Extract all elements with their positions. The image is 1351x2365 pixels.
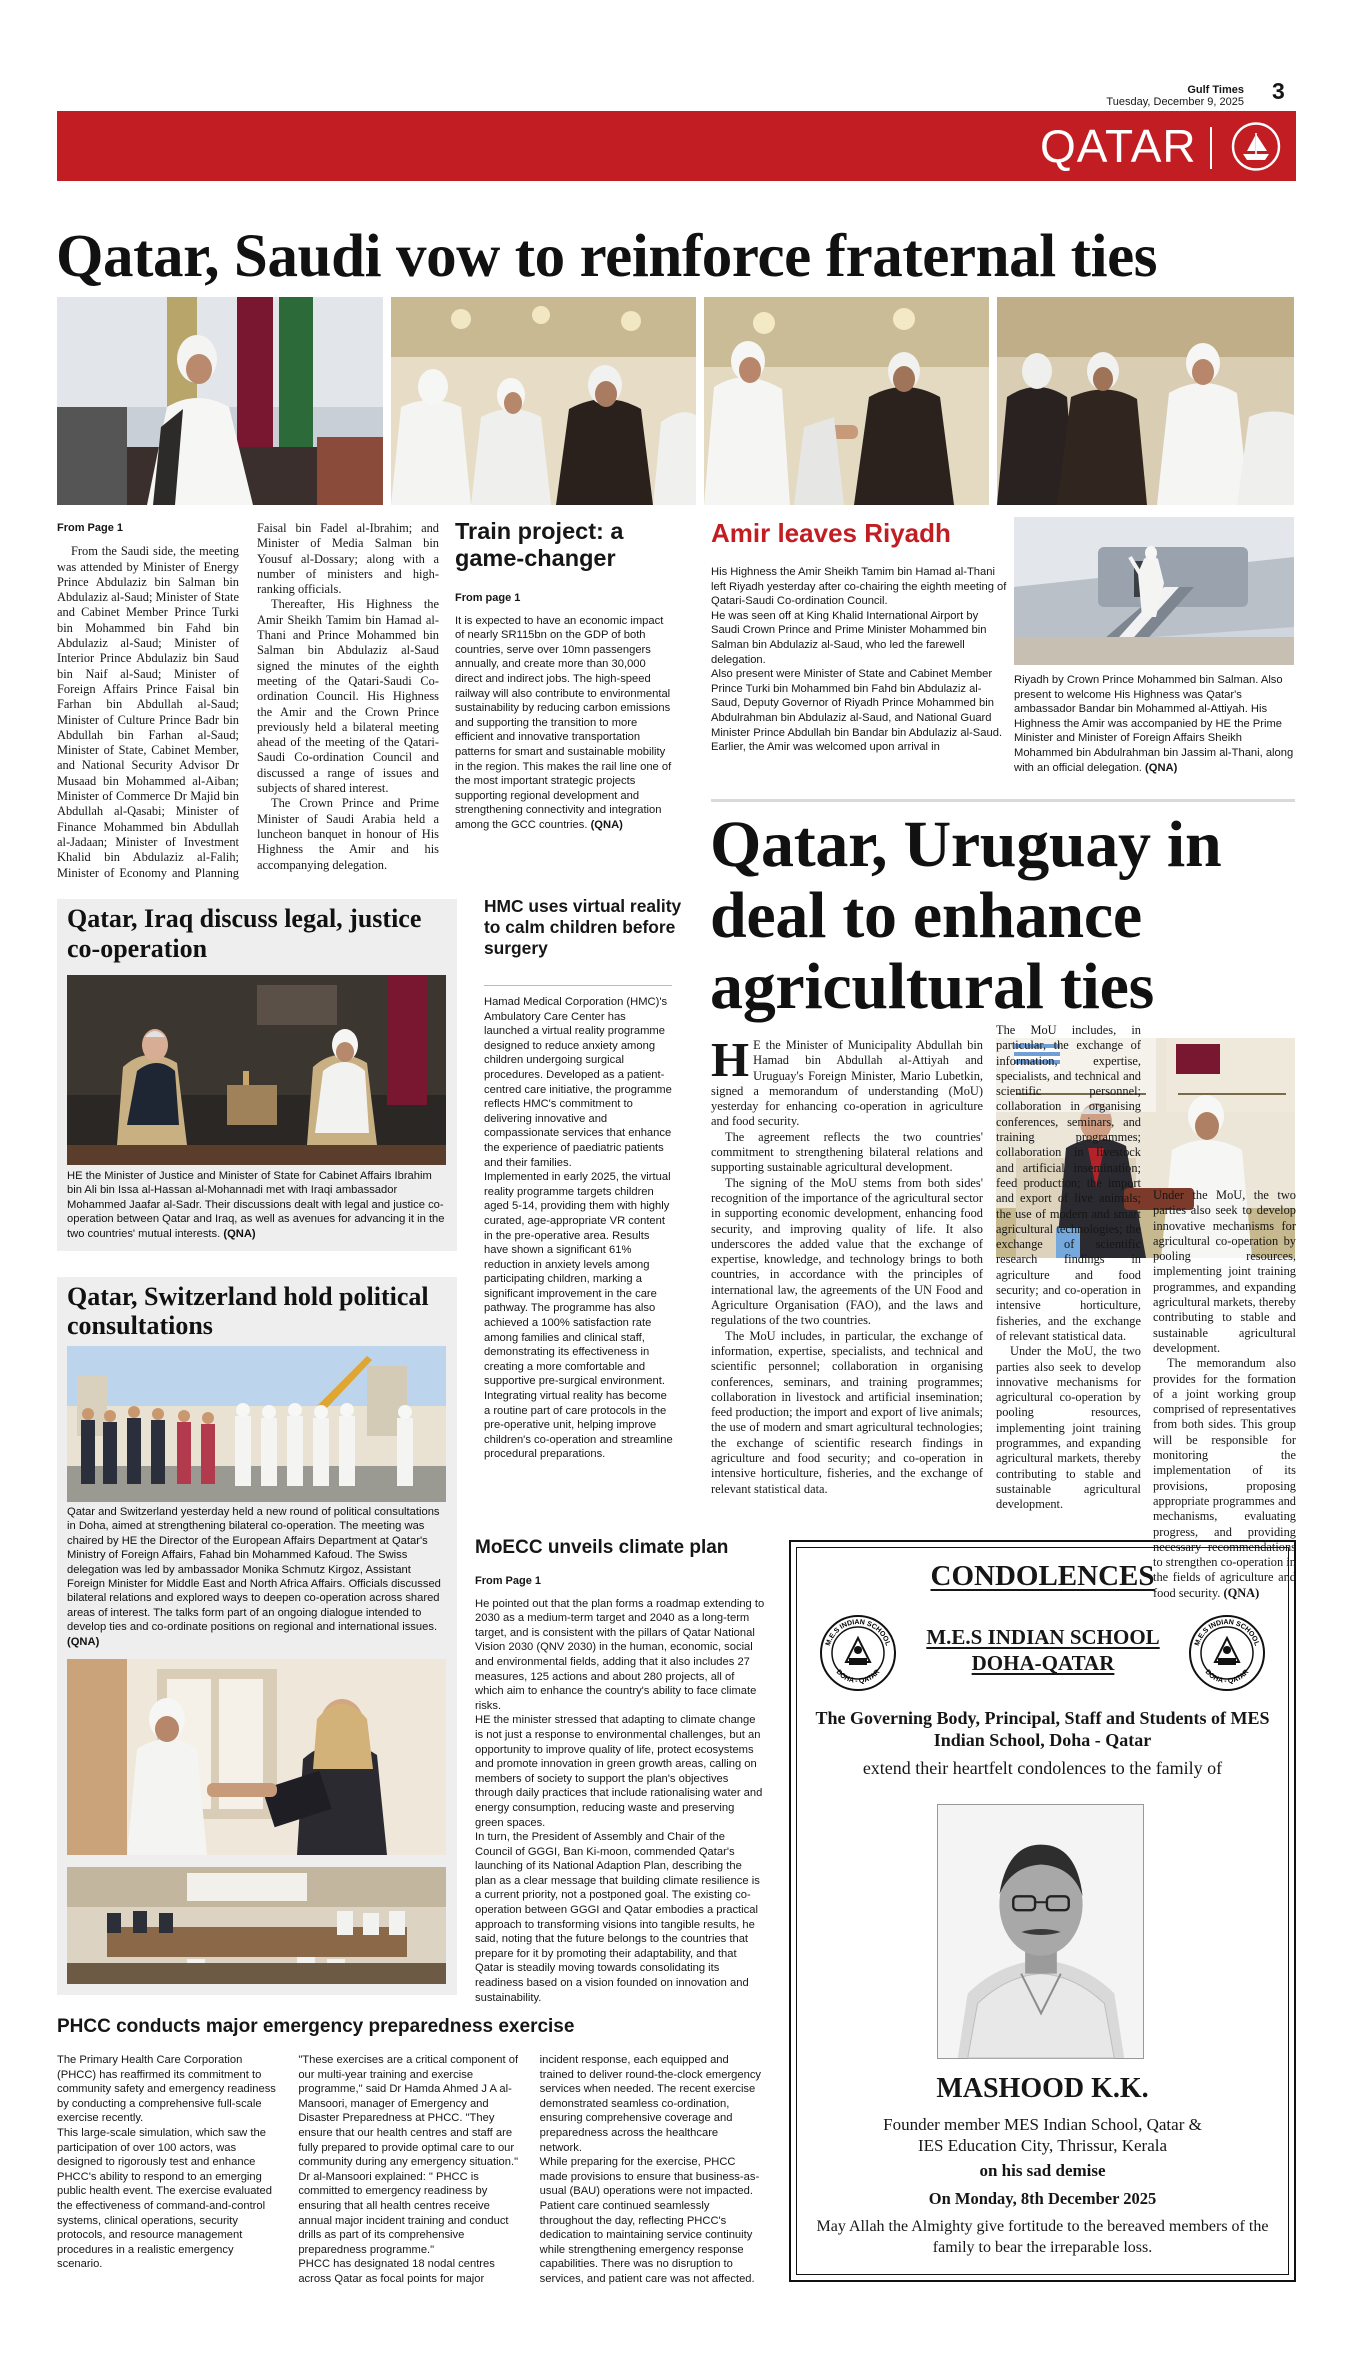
- seal-right-bottom-text: DOHA - QATAR: [1203, 1668, 1251, 1686]
- amir-body: [711, 565, 1007, 755]
- swiss-photo-1: [67, 1346, 446, 1502]
- uruguay-paragraph: The MoU includes, in particular, the exchange of information, expertise, specialists, and technical and scientific personnel; collaboration in organising conferences, seminars, and training programmes; collaboration in livestock and artificial insemination; feed production; the import and export of live animals; the use of modern and smart agricultural technologies; the exchange of scientific research findings in agriculture and food security; and co-operation in intensive horticulture, fisheries, and the exchange of relevant statistical data.: [996, 1023, 1141, 1343]
- amir-paragraph: His Highness the Amir Sheikh Tamim bin Hamad al-Thani left Riyadh yesterday after co-chairing the eighth meeting of Qatari-Saudi Co-ordination Council.: [711, 566, 1007, 608]
- mocc-paragraph: In turn, the President of Assembly and Chair of the Council of GGGI, Ban Ki-moon, commended Qatar's launching of its National Adaption Plan, describing the plan as a clear message that building climate resilience is a current priority, not a postponed goal. The existing co-operation between GGGI and Qatar embodies a practical approach to transforming visions into tangible results, he said, noting that the future belongs to the countries that prepare for it by promoting their adaptability, and that Qatar is steadily moving towards consolidating its readiness based on a vision founded on innovation and sustainability.: [475, 1831, 760, 2004]
- amir-paragraph: Earlier, the Amir was welcomed upon arrival in: [711, 741, 940, 754]
- school-name: [900, 1624, 1186, 1676]
- amir-paragraph: He was seen off at King Khalid International Airport by Saudi Crown Prince and Prime Minister Mohammed bin Salman bin Abdulaziz al-Saud, who led the farewell delegation.: [711, 609, 987, 666]
- phcc-paragraph: PHCC has designated 18 nodal centres across Qatar as focal points for major incident response, each equipped and trained to deliver round-the-clock emergency services when needed. The recent exercise demonstrated seamless co-ordination, ensuring comprehensive coverage and preparedness across the healthcare network.: [298, 2054, 762, 2285]
- deceased-role: Founder member MES Indian School, Qatar & IES Education City, Thrissur, Kerala: [883, 2115, 1202, 2155]
- phcc-paragraph: "These exercises are a critical component of our multi-year training and exercise programme," said Dr Hamda Ahmed J A al-Mansoori, manager of Emergency and Disaster Preparedness at PHCC. "They ensure that our health centres and staff are fully prepared to provide optimal care to our community during any emergency situation." Dr al-Mansoori explained: " PHCC is committed to emergency readiness by ensuring that all health centres receive annual major incident training and conduct drills as part of its comprehensive preparedness programme.": [298, 2054, 519, 2256]
- school-seal-left: [819, 1614, 897, 1692]
- uruguay-paragraph: The agreement reflects the two countries' commitment to strengthening bilateral relations and supporting sustainable agricultural development.: [711, 1129, 983, 1175]
- condolence-prayer: May Allah the Almighty give fortitude to the bereaved members of the family to bear the irreparable loss.: [816, 2218, 1269, 2256]
- hmc-paragraph: Integrating virtual reality has become a routine part of care protocols in the pre-operative unit, helping improve children's co-operation and streamline procedural preparations.: [484, 1390, 673, 1461]
- mocc-paragraph: He pointed out that the plan forms a roadmap extending to 2030 as a medium-term target and 2040 as a long-term target, and is consistent with the pillars of Qatar National Vision 2030 (QNV 2030) in the human, economic, social and environmental fields, adding that it also includes 27 measures, 125 actions and about 280 projects, all of which aim to enhance the country's ability to face climate risks.: [475, 1597, 765, 1712]
- masthead-date: Tuesday, December 9, 2025: [1106, 96, 1244, 108]
- deceased-date: On Monday, 8th December 2025: [928, 2189, 1157, 2208]
- uruguay-paragraph: The signing of the MoU stems from both sides' recognition of the importance of the agricultural sector in supporting economic development, enhancing food security, and improving quality of life. It also underscores the added value that the exchange of expertise, knowledge, and technology brings to both countries, in accordance with the principles of international law, the agreements of the UN Food and Agriculture Organisation (FAO), and the laws and regulations of the two countries.: [711, 1175, 983, 1328]
- lead-photo-3: [704, 297, 989, 505]
- deceased-demise: on his sad demise: [979, 2161, 1106, 2180]
- rule-hmc: [484, 985, 672, 986]
- uruguay-paragraph: Under the MoU, the two parties also seek to develop innovative mechanisms for agricultural co-operation by pooling resources, implementing joint training programmes, and expanding agricultural markets, thereby contributing to stable and sustainable agricultural development.: [1153, 1188, 1296, 1355]
- deceased-portrait: [937, 1804, 1144, 2059]
- mocc-kicker: From Page 1: [475, 1575, 542, 1587]
- uruguay-paragraph: The MoU includes, in particular, the exchange of information, expertise, specialists, and technical and scientific personnel; collaboration in organising conferences, seminars, and training programmes; collaboration in livestock and artificial insemination; feed production; the import and export of live animals; the use of modern and smart agricultural technologies; the exchange of scientific research findings in agriculture and food security; and co-operation in intensive horticulture, fisheries, and the exchange of relevant statistical data.: [711, 1328, 983, 1496]
- train-headline: Train project: a game-changer: [455, 518, 624, 571]
- condolence-body-2: extend their heartfelt condolences to the family of: [862, 1758, 1223, 1778]
- swiss-caption: [67, 1505, 448, 1649]
- uruguay-paragraph-last: The memorandum also provides for the formation of a joint working group comprised of representatives from both sides. This group will be responsible for monitoring the implementation of its provisions, proposing appropriate programmes and mechanisms, evaluating progress, and providing necessary recommendations to strengthen co-operation in the fields of agriculture and food security.: [1153, 1356, 1296, 1600]
- school-name-line1: M.E.S INDIAN SCHOOL: [926, 1625, 1160, 1649]
- iraq-headline: Qatar, Iraq discuss legal, justice co-operation: [67, 904, 422, 963]
- uruguay-lead-col: [711, 1032, 983, 1541]
- mocc-headline: MoECC unveils climate plan: [475, 1537, 729, 1558]
- condolence-body-1: The Governing Body, Principal, Staff and Students of MES Indian School, Doha - Qatar: [815, 1708, 1270, 1750]
- page-number: 3: [1272, 78, 1285, 104]
- uruguay-col-2: [996, 1023, 1141, 1542]
- hmc-paragraph: Implemented in early 2025, the virtual reality programme targets children aged 5-14, providing them with highly curated, age-appropriate VR content in the pre-operative area. Results have shown a significant 61% reduction in anxiety levels among participating children, marking a significant improvement in the care pathway. The programme has also achieved a 100% satisfaction rate among families and clinical staff, demonstrating its effectiveness in creating a more comfortable and supportive pre-surgical environment.: [484, 1171, 671, 1388]
- amir-caption: [1014, 673, 1296, 775]
- school-seal-right: [1188, 1614, 1266, 1692]
- phcc-headline: PHCC conducts major emergency preparedness exercise: [57, 2016, 575, 2037]
- swiss-caption-text: Qatar and Switzerland yesterday held a new round of political consultations in Doha, aimed at strengthening bilateral co-operation. The meeting was chaired by HE the Director of the European Affairs Department at Qatar's Ministry of Foreign Affairs, Fahad bin Mohammed Kafoud. The Swiss delegation was led by ambassador Monika Schmutz Kirgoz, Assistant Foreign Minister for Middle East and North Africa Affairs. Officials discussed bilateral relations and explored ways to deepen co-operation across shared areas of interest. The talks form part of an ongoing dialogue intended to develop ties and co-ordinate positions on regional and international issues.: [67, 1506, 441, 1634]
- seal-left-bottom-text: DOHA - QATAR: [834, 1668, 882, 1686]
- train-credit: (QNA): [590, 818, 623, 831]
- hmc-body: [484, 995, 674, 1462]
- lead-paragraph: The Crown Prince and Prime Minister of Saudi Arabia held a luncheon banquet in honour of His Highness the Amir and his accompanying delegation.: [257, 796, 439, 872]
- uruguay-lead: [711, 1032, 983, 1130]
- amir-caption-text: Riyadh by Crown Prince Mohammed bin Salman. Also present to welcome His Highness was Qatar's ambassador Bandar bin Mohammed al-Attiyah. His Highness the Amir was accompanied by HE the Prime Minister and Minister of Foreign Affairs Sheikh Mohammed bin Abdulrahman bin Jassim al-Thani, along with an official delegation.: [1014, 674, 1294, 774]
- uruguay-credit: (QNA): [1223, 1585, 1260, 1600]
- mocc-body: [475, 1574, 765, 2005]
- lead-paragraph: From the Saudi side, the meeting was attended by Minister of Energy Prince Abdulaziz bin Salman bin Abdulaziz al-Saud; Minister of State and Cabinet Member Prince Turki bin Mohammed bin Fahd bin Abdulaziz al-Saud; Minister of Interior Prince Abdulaziz bin Saud bin Naif al-Saud; Minister of Foreign Affairs Prince Faisal bin Farhan bin Abdullah al-Saud; Minister of Culture Prince Badr bin Abdullah bin Farhan al-Saud; Minister of State, Cabinet Member, and National Security Advisor Dr Musaad bin Mohammed al-Aiban; Minister of Commerce Dr Majid bin Abdullah al-Qasabi; Minister of Finance Mohammed bin Abdullah al-Jadaan; Minister of Investment Khalid bin Abdulaziz al-Falih; Minister of Economy and Planning Faisal bin Fadel al-Ibrahim; and Minister of Media Salman bin Yousuf al-Dossary; along with a number of ministers and high-ranking officials.: [57, 521, 439, 880]
- lead-photo-2: [391, 297, 696, 505]
- dhow-icon: [1229, 121, 1283, 172]
- phcc-paragraph: While preparing for the exercise, PHCC made provisions to ensure that business-as-usual (BAU) operations were not impacted. Patient care continued seamlessly throughout the day, reflecting PHCC's dedication to maintaining service continuity while strengthening emergency response capabilities. There was no disruption to services, and patient care was not affected.: [539, 2156, 760, 2285]
- lead-body: [57, 521, 439, 883]
- phcc-paragraph: This large-scale simulation, which saw the participation of over 100 actors, was designed to rigorously test and enhance PHCC's ability to respond to an emerging public health event. The exercise evaluated the effectiveness of command-and-control systems, clinical operations, security protocols, and resource management procedures in a realistic emergency scenario.: [57, 2126, 272, 2271]
- amir-paragraph: Also present were Minister of State and Cabinet Member Prince Turki bin Mohammed bin Fahd bin Abdulaziz al-Saud, Deputy Governor of Riyadh Prince Mohammed bin Abdulrahman bin Abdulaziz al-Saud, and National Guard Minister Prince Abdullah bin Bandar bin Abdulaziz al-Saud.: [711, 668, 1003, 739]
- deceased-name: MASHOOD K.K.: [936, 2073, 1149, 2104]
- iraq-credit: (QNA): [223, 1227, 256, 1240]
- swiss-photo-2: [67, 1659, 446, 1855]
- lead-kicker: From Page 1: [57, 522, 124, 534]
- swiss-headline: Qatar, Switzerland hold political consultations: [67, 1282, 429, 1340]
- section-title: QATAR: [1040, 120, 1197, 172]
- uruguay-headline: Qatar, Uruguay in deal to enhance agricultural ties: [710, 808, 1222, 1023]
- uruguay-dropcap: H: [711, 1032, 750, 1087]
- train-kicker: From page 1: [455, 592, 521, 604]
- amir-credit: (QNA): [1145, 761, 1178, 774]
- swiss-photo-3: [67, 1867, 446, 1984]
- masthead-paper: Gulf Times: [1187, 84, 1244, 96]
- iraq-photo: [67, 975, 446, 1165]
- uruguay-col-3: [1153, 1188, 1296, 1600]
- lead-paragraph: Thereafter, His Highness the Amir Sheikh Tamim bin Hamad al-Thani and Prince Mohammed bin Salman bin Abdulaziz al-Saud signed the minutes of the eighth meeting of the Qatari-Saudi Co-ordination Council. His Highness the Amir and the Crown Prince previously held a bilateral meeting ahead of the meeting of the Qatari-Saudi Co-ordination Council and discussed a range of issues and subjects of shared interest.: [257, 597, 439, 796]
- uruguay-paragraph: Under the MoU, the two parties also seek to develop innovative mechanisms for agricultural co-operation by pooling resources, implementing joint training programmes, and expanding agricultural markets, thereby contributing to stable and sustainable agricultural development.: [996, 1344, 1141, 1512]
- rule-amir-bottom: [711, 799, 1295, 802]
- phcc-body: [57, 2053, 763, 2293]
- section-divider: [1210, 127, 1212, 169]
- hmc-headline: HMC uses virtual reality to calm children before surgery: [484, 896, 682, 958]
- uruguay-lead-text: E the Minister of Municipality Abdullah bin Hamad bin Abdullah al-Attiyah and Uruguay's Foreign Minister, Mario Lubetkin, signed a memorandum of understanding (MoU) yesterday for enhancing co-operation in agriculture and food security.: [711, 1038, 983, 1129]
- amir-photo: [1014, 517, 1294, 665]
- iraq-caption-text: HE the Minister of Justice and Minister of State for Cabinet Affairs Ibrahim bin Ali bin Issa al-Hassan al-Mohannadi met with Iraqi ambassador Mohammed Jaafar al-Sadr. Their discussions dealt with legal and justice co-operation between Qatar and Iraq, as well as avenues for advancing it in the two countries' mutual interests.: [67, 1170, 445, 1240]
- lead-headline: Qatar, Saudi vow to reinforce fraternal ties: [56, 223, 1158, 290]
- lead-photo-4: [997, 297, 1294, 505]
- train-text: It is expected to have an economic impact of nearly SR115bn on the GDP of both countries, serve over 10mn passengers annually, and create more than 30,000 direct and indirect jobs. The high-speed railway will also contribute to environmental sustainability by reducing carbon emissions and supporting the transition to more efficient and innovative transportation patterns for smart and sustainable mobility in the region. This makes the rail line one of the most important strategic projects supporting regional development and strengthening connectivity and integration among the GCC countries.: [455, 614, 672, 831]
- condolence-title: CONDOLENCES: [930, 1560, 1155, 1592]
- lead-photo-1: [57, 297, 383, 505]
- phcc-paragraph: The Primary Health Care Corporation (PHCC) has reaffirmed its commitment to community safety and emergency readiness by conducting a comprehensive full-scale exercise recently.: [57, 2054, 276, 2125]
- train-body: [455, 591, 673, 833]
- hmc-paragraph: Hamad Medical Corporation (HMC)'s Ambulatory Care Center has launched a virtual reality programme designed to reduce anxiety among children undergoing surgical procedures. Developed as a patient-centred care initiative, the programme reflects HMC's commitment to delivering innovative and compassionate services that enhance the experience of paediatric patients and their families.: [484, 996, 672, 1169]
- seal-left-top-text: M.E.S INDIAN SCHOOL: [824, 1618, 892, 1647]
- amir-headline: Amir leaves Riyadh: [711, 518, 951, 548]
- mocc-paragraph: HE the minister stressed that adapting to climate change is not just a response to environmental challenges, but an opportunity to improve quality of life, protect ecosystems and promote innovation in green growth areas, calling on members of society to support the plan's objectives through daily practices that include rationalising water and energy consumption, reducing waste and preserving green spaces.: [475, 1714, 763, 1829]
- swiss-credit: (QNA): [67, 1635, 100, 1648]
- iraq-caption: [67, 1169, 448, 1241]
- seal-right-top-text: M.E.S INDIAN SCHOOL: [1193, 1618, 1261, 1647]
- school-name-line2: DOHA-QATAR: [971, 1651, 1115, 1675]
